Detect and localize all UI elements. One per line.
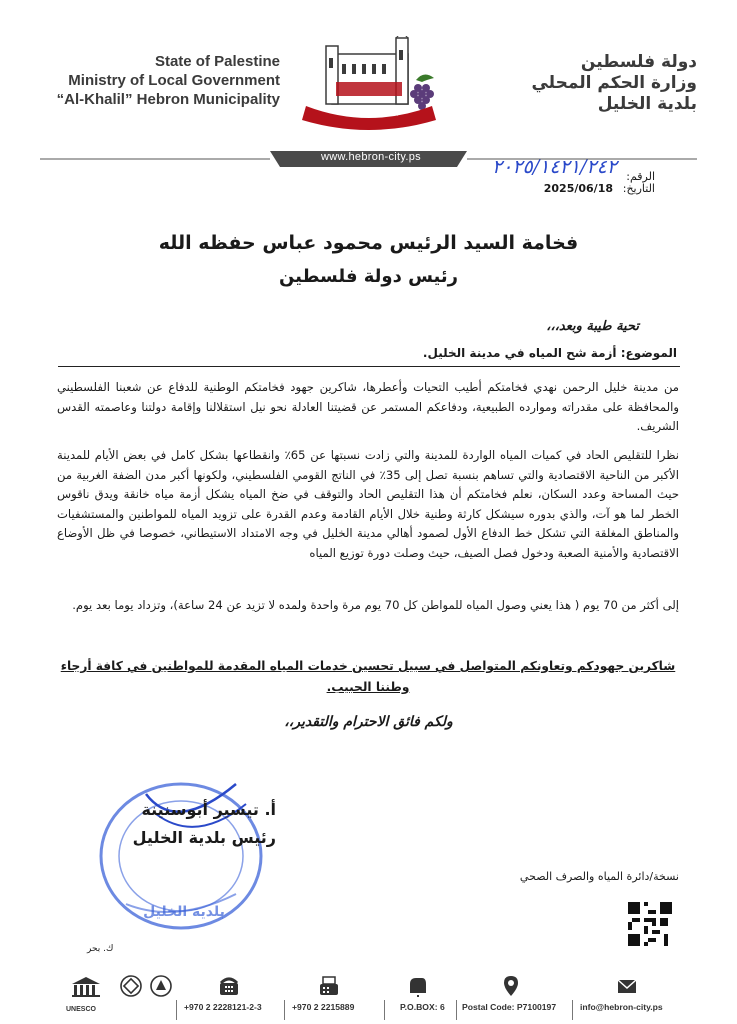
closing-paragraph: شاكرين جهودكم وتعاونكم المتواصل في سبيل تحسين خدمات المياه المقدمة للمواطنين في كافة أرجاء وطننا الحبيب. xyxy=(60,659,676,694)
date-label: التاريخ: xyxy=(622,182,655,195)
signer-title: رئيس بلدية الخليل xyxy=(132,828,276,847)
body-paragraph-1: من مدينة خليل الرحمن نهدي فخامتكم أطيب التحيات وأعطرها، شاكرين جهود فخامتكم الوطنية للدفاع عن شعبنا الفلسطيني والمحافظة على مقدراته وموارده الطبيعية، ودفاعكم المستمر عن قضيتنا العادلة نحو نيل استقلالنا وإقامة دولتنا وعاصمته القدس الشريف. xyxy=(57,380,679,434)
fax-icon xyxy=(318,975,340,997)
ref-label: الرقم: xyxy=(626,170,655,183)
ref-number: ٢٠٢٥/١٤٢١/٢٤٢ xyxy=(491,156,617,178)
world-heritage-icon xyxy=(120,975,142,997)
logo-ribbon-text: بلدية الخليل xyxy=(340,106,400,117)
copy-to: نسخة/دائرة المياه والصرف الصحي xyxy=(519,870,679,883)
footer-pobox: P.O.BOX: 6 xyxy=(400,1002,445,1012)
subject-underline xyxy=(58,366,680,367)
location-pin-icon xyxy=(500,975,522,997)
signer-name: أ. تيسير أبوسنينة xyxy=(141,800,276,819)
en-municipality-line: “Al-Khalil” Hebron Municipality xyxy=(56,91,280,108)
addressee-title: فخامة السيد الرئيس محمود عباس حفظه الله xyxy=(158,232,579,254)
en-ministry-line: Ministry of Local Government xyxy=(68,72,280,89)
signature-block xyxy=(60,796,276,852)
footer-divider xyxy=(176,1000,177,1020)
email-icon xyxy=(616,975,638,997)
arabic-letterhead xyxy=(497,52,697,115)
footer-fax: +970 2 2215889 xyxy=(292,1002,355,1012)
heritage-emblem-icon xyxy=(150,975,172,997)
unesco-label: UNESCO xyxy=(66,1006,96,1013)
en-state-line: State of Palestine xyxy=(154,53,280,70)
footer-postal-code: Postal Code: P7100197 xyxy=(462,1002,557,1012)
english-letterhead xyxy=(40,52,280,109)
date-value: 2025/06/18 xyxy=(543,182,613,195)
ar-municipality-line: بلدية الخليل xyxy=(597,94,697,114)
ar-ministry-line: وزارة الحكم المحلي xyxy=(531,73,697,93)
greeting: تحية طيبة وبعد،،، xyxy=(546,319,639,334)
regards-line: ولكم فائق الاحترام والتقدير،، xyxy=(284,714,453,730)
subject-line: الموضوع: أزمة شح المياه في مدينة الخليل. xyxy=(422,346,677,360)
body-paragraph-3: إلى أكثر من 70 يوم ( هذا يعني وصول المياه للمواطن كل 70 يوم مرة واحدة ولمده لا تزيد عن 24 ساعة)، وتزداد يوما بعد يوم. xyxy=(72,598,679,612)
municipality-logo xyxy=(296,36,442,132)
unesco-icon xyxy=(70,976,102,998)
ar-state-line: دولة فلسطين xyxy=(580,52,697,72)
website-url: www.hebron-city.ps xyxy=(321,151,421,163)
footer-email: info@hebron-city.ps xyxy=(580,1002,663,1012)
addressee-position: رئيس دولة فلسطين xyxy=(278,266,459,287)
footer-divider xyxy=(456,1000,457,1020)
phone-icon xyxy=(218,975,240,997)
footer-divider xyxy=(572,1000,573,1020)
typist-initials: ك. بحر xyxy=(87,944,114,954)
mailbox-icon xyxy=(407,975,429,997)
qr-code xyxy=(628,902,672,946)
footer-phone: +970 2 2228121-2-3 xyxy=(184,1002,262,1012)
body-paragraph-2: نظرا للتقليص الحاد في كميات المياه الواردة للمدينة والتي زادت نسبتها عن 65٪ وانقطاعها بشكل كامل في بعض الأيام للمدينة الأكبر من الناحية الاقتصادية والتي تساهم بنسبة تصل إلى 35٪ في الناتج القومي الفلسطيني، ولكونها أكبر مدن الضفة الغربية من حيث المساحة وعدد السكان، نعلم فخامتكم أن هذا التقليص الحاد والتوقف في ضخ المياه يشكل أزمة مياه خانقة ويدق ناقوس الخطر لما هو آت، والذي بدوره سيشكل كارثة وطنية خلال الأيام القادمة وعدم القدرة على تزويد المياه للمواطنين والمستشفيات والمناطق المغلقة التي تشكل خط الدفاع الأول لصمود أهالي مدينة الخليل في وجه الامتداد الاستيطاني، خصوصا في ظل الأوضاع الاقتصادية والأمنية الصعبة ودخول فصل الصيف، حيث وصلت دورة توزيع المياه xyxy=(57,448,680,560)
stamp-text: بلدية الخليل xyxy=(143,904,225,920)
footer-divider xyxy=(384,1000,385,1020)
footer-divider xyxy=(284,1000,285,1020)
